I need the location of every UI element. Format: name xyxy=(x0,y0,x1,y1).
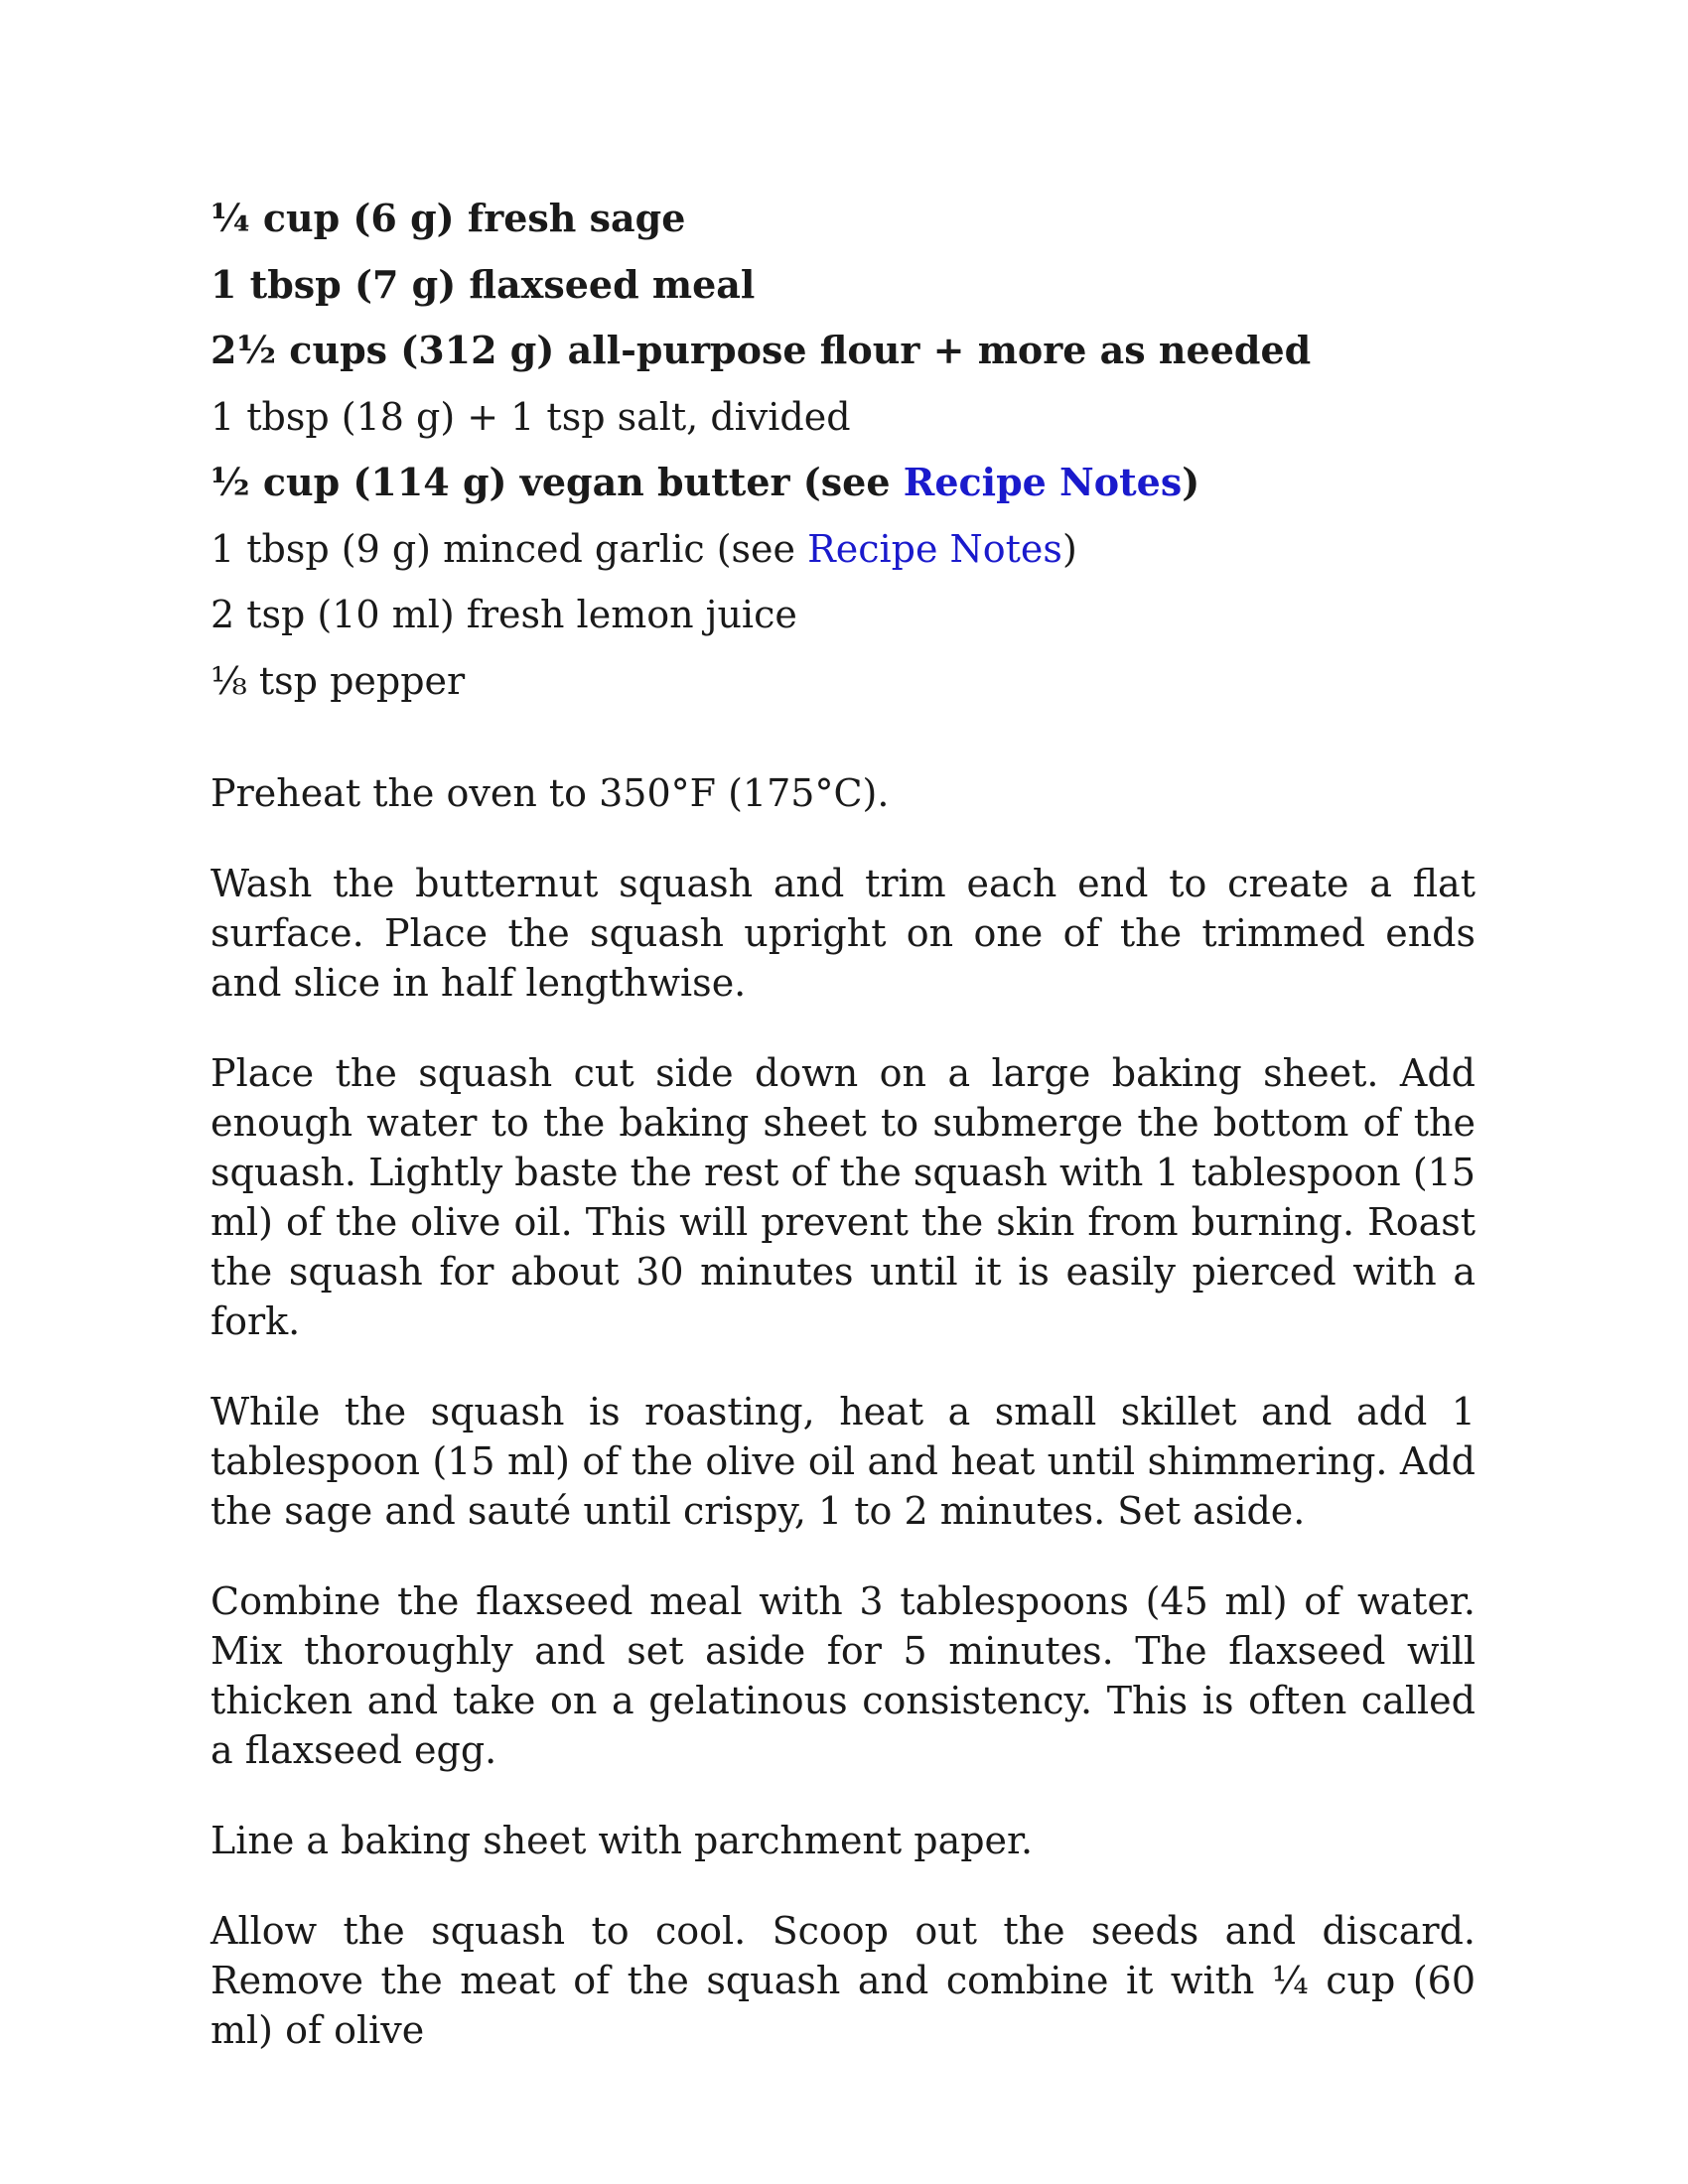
instruction-step: Wash the butternut squash and trim each end to create a flat surface. Place the squash upright on one of the trimmed ends and slice in half lengthwise. xyxy=(211,861,1476,1005)
ingredient-lemon-juice: 2 tsp (10 ml) fresh lemon juice xyxy=(211,593,797,636)
ingredient-pepper: ⅛ tsp pepper xyxy=(211,658,466,703)
recipe-page xyxy=(211,195,1476,2096)
instruction-step: Preheat the oven to 350°F (175°C). xyxy=(211,770,890,815)
ingredient-text: 1 tbsp (9 g) minced garlic (see xyxy=(211,526,808,571)
ingredient-sage: ¼ cup (6 g) fresh sage xyxy=(211,196,686,240)
ingredient-flour: 2½ cups (312 g) all-purpose flour + more as needed xyxy=(211,328,1312,372)
ingredient-vegan-butter xyxy=(211,459,1476,506)
ingredient-text-suffix: ) xyxy=(1182,460,1200,504)
ingredient-salt: 1 tbsp (18 g) + 1 tsp salt, divided xyxy=(211,394,851,439)
recipe-notes-link[interactable]: Recipe Notes xyxy=(903,460,1183,504)
instruction-list xyxy=(211,768,1476,2055)
ingredient-text: ½ cup (114 g) vegan butter (see xyxy=(211,460,904,504)
ingredient-flaxseed-meal: 1 tbsp (7 g) flaxseed meal xyxy=(211,261,756,307)
ingredient-text-suffix: ) xyxy=(1061,526,1077,571)
instruction-step: Allow the squash to cool. Scoop out the seeds and discard. Remove the meat of the squash and combine it with ¼ cup (60 ml) of olive xyxy=(211,1908,1476,2052)
recipe-notes-link[interactable]: Recipe Notes xyxy=(807,526,1062,571)
ingredient-garlic xyxy=(211,525,1476,573)
instruction-step: Line a baking sheet with parchment paper. xyxy=(211,1818,1034,1862)
ingredient-list xyxy=(211,195,1476,705)
instruction-step: Combine the flaxseed meal with 3 tablespoons (45 ml) of water. Mix thoroughly and set aside for 5 minutes. The flaxseed will thicken and take on a gelatinous consistency. This is often called a flaxseed egg. xyxy=(211,1578,1476,1772)
instruction-step: While the squash is roasting, heat a small skillet and add 1 tablespoon (15 ml) of the olive oil and heat until shimmering. Add the sage and sauté until crispy, 1 to 2 minutes. Set aside. xyxy=(211,1389,1476,1533)
instruction-step: Place the squash cut side down on a large baking sheet. Add enough water to the baking sheet to submerge the bottom of the squash. Lightly baste the rest of the squash with 1 tablespoon (15 ml) of the olive oil. This will prevent the skin from burning. Roast the squash for about 30 minutes until it is easily pierced with a fork. xyxy=(211,1050,1476,1343)
